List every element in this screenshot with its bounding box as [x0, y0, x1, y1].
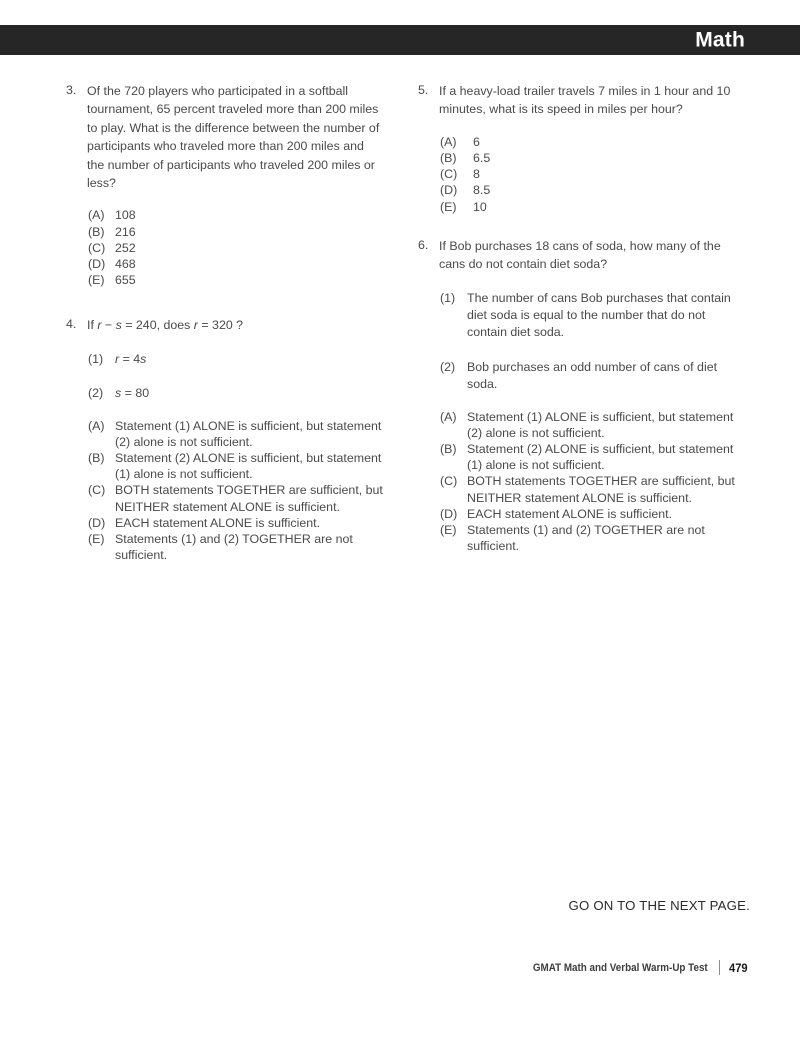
- choice-value: 6: [473, 134, 480, 149]
- question-6: [418, 237, 736, 555]
- question-6-statements: [418, 290, 736, 394]
- choice-letter: (D): [88, 257, 106, 272]
- statement-number: (2): [88, 386, 104, 401]
- choice-value: Statement (2) ALONE is sufficient, but statement (1) alone is not sufficient.: [115, 451, 382, 482]
- choice-letter: (A): [88, 208, 105, 223]
- page-footer: [509, 960, 750, 975]
- choice-letter: (E): [88, 273, 105, 288]
- choice-option[interactable]: [88, 515, 384, 531]
- statement-text: Bob purchases an odd number of cans of diet soda.: [467, 359, 718, 392]
- choice-option[interactable]: [88, 240, 384, 256]
- choice-value: EACH statement ALONE is sufficient.: [467, 506, 672, 521]
- choice-option[interactable]: [440, 150, 736, 166]
- choice-option[interactable]: [88, 450, 384, 482]
- footer-book-title: GMAT Math and Verbal Warm-Up Test: [532, 961, 708, 974]
- choice-value: 468: [115, 257, 136, 272]
- choice-letter: (E): [88, 532, 105, 547]
- choice-option[interactable]: [440, 409, 736, 441]
- question-4-choices: [66, 418, 384, 564]
- statement-item: [440, 290, 736, 342]
- statement-item: [88, 385, 384, 402]
- choice-option[interactable]: [440, 166, 736, 182]
- question-5-number: 5.: [418, 83, 429, 97]
- choice-option[interactable]: [88, 224, 384, 240]
- page-number: 479: [729, 960, 748, 975]
- choice-value: 216: [115, 224, 136, 239]
- question-3-head: [66, 82, 384, 192]
- choice-letter: (B): [88, 224, 105, 239]
- statement-item: [440, 359, 736, 394]
- continue-notice: GO ON TO THE NEXT PAGE.: [568, 898, 750, 913]
- choice-option[interactable]: [440, 522, 736, 554]
- question-5-head: [418, 82, 736, 119]
- choice-option[interactable]: [88, 272, 384, 288]
- statement-item: [88, 351, 384, 368]
- choice-letter: (C): [440, 167, 458, 182]
- choice-value: BOTH statements TOGETHER are sufficient, but NEITHER statement ALONE is sufficient.: [467, 474, 735, 505]
- question-3-number: 3.: [66, 83, 77, 97]
- statement-number: (1): [88, 351, 104, 366]
- page-header-bar: [0, 25, 800, 55]
- choice-value: Statements (1) and (2) TOGETHER are not sufficient.: [467, 523, 705, 554]
- question-5: [418, 82, 736, 215]
- question-6-choices: [418, 409, 736, 555]
- question-6-head: [418, 237, 736, 274]
- choice-letter: (C): [88, 240, 106, 255]
- choice-option[interactable]: [440, 473, 736, 505]
- statement-number: (1): [440, 290, 456, 305]
- question-4-statements: [66, 351, 384, 403]
- choice-value: Statements (1) and (2) TOGETHER are not sufficient.: [115, 532, 353, 563]
- question-6-text: If Bob purchases 18 cans of soda, how many of the cans do not contain diet soda?: [439, 238, 721, 272]
- choice-value: 10: [473, 199, 487, 214]
- choice-value: 6.5: [473, 151, 491, 166]
- question-gap: [418, 215, 736, 237]
- statement-text: The number of cans Bob purchases that contain diet soda is equal to the number that do not contain diet soda.: [467, 290, 731, 340]
- question-6-number: 6.: [418, 237, 429, 252]
- choice-value: Statement (1) ALONE is sufficient, but statement (2) alone is not sufficient.: [467, 409, 734, 440]
- choice-value: 252: [115, 240, 136, 255]
- question-4: [66, 316, 384, 563]
- question-5-text: If a heavy-load trailer travels 7 miles in 1 hour and 10 minutes, what is its speed in miles per hour?: [439, 84, 731, 117]
- statement-number: (2): [440, 359, 456, 374]
- question-3-choices: [66, 207, 384, 288]
- choice-value: 8: [473, 167, 480, 182]
- choice-option[interactable]: [440, 506, 736, 522]
- choice-letter: (D): [440, 506, 458, 521]
- question-3-text: Of the 720 players who participated in a softball tournament, 65 percent traveled more than 200 miles to play. What is the difference between the number of participants who traveled more than 200 miles and the number of participants who traveled 200 miles or less?: [87, 84, 380, 191]
- statement-text: s = 80: [115, 386, 150, 401]
- choice-value: 8.5: [473, 183, 491, 198]
- choice-letter: (A): [440, 134, 457, 149]
- choice-option[interactable]: [88, 207, 384, 223]
- choice-letter: (B): [440, 151, 457, 166]
- choice-option[interactable]: [440, 182, 736, 198]
- choice-value: 108: [115, 208, 136, 223]
- choice-option[interactable]: [88, 531, 384, 563]
- choice-letter: (A): [88, 418, 105, 433]
- right-column: [418, 82, 736, 555]
- choice-value: 655: [115, 273, 136, 288]
- question-4-text: If r − s = 240, does r = 320 ?: [87, 318, 244, 333]
- choice-option[interactable]: [440, 199, 736, 215]
- choice-letter: (D): [88, 515, 106, 530]
- choice-value: EACH statement ALONE is sufficient.: [115, 515, 320, 530]
- choice-letter: (C): [440, 474, 458, 489]
- left-column: [66, 82, 384, 564]
- section-title: Math: [695, 28, 745, 52]
- choice-letter: (B): [440, 442, 457, 457]
- choice-option[interactable]: [88, 256, 384, 272]
- choice-option[interactable]: [440, 134, 736, 150]
- choice-letter: (A): [440, 409, 457, 424]
- choice-option[interactable]: [440, 441, 736, 473]
- footer-divider: [719, 960, 720, 975]
- choice-letter: (B): [88, 451, 105, 466]
- choice-value: BOTH statements TOGETHER are sufficient, but NEITHER statement ALONE is sufficient.: [115, 483, 383, 514]
- choice-option[interactable]: [88, 418, 384, 450]
- choice-letter: (E): [440, 523, 457, 538]
- question-3: [66, 82, 384, 288]
- choice-option[interactable]: [88, 482, 384, 514]
- choice-value: Statement (1) ALONE is sufficient, but statement (2) alone is not sufficient.: [115, 418, 382, 449]
- question-4-head: [66, 316, 384, 334]
- choice-value: Statement (2) ALONE is sufficient, but statement (1) alone is not sufficient.: [467, 442, 734, 473]
- choice-letter: (E): [440, 199, 457, 214]
- statement-text: r = 4s: [115, 351, 147, 366]
- question-5-choices: [418, 134, 736, 215]
- question-4-number: 4.: [66, 317, 77, 332]
- question-gap: [66, 288, 384, 316]
- choice-letter: (C): [88, 483, 106, 498]
- choice-letter: (D): [440, 183, 458, 198]
